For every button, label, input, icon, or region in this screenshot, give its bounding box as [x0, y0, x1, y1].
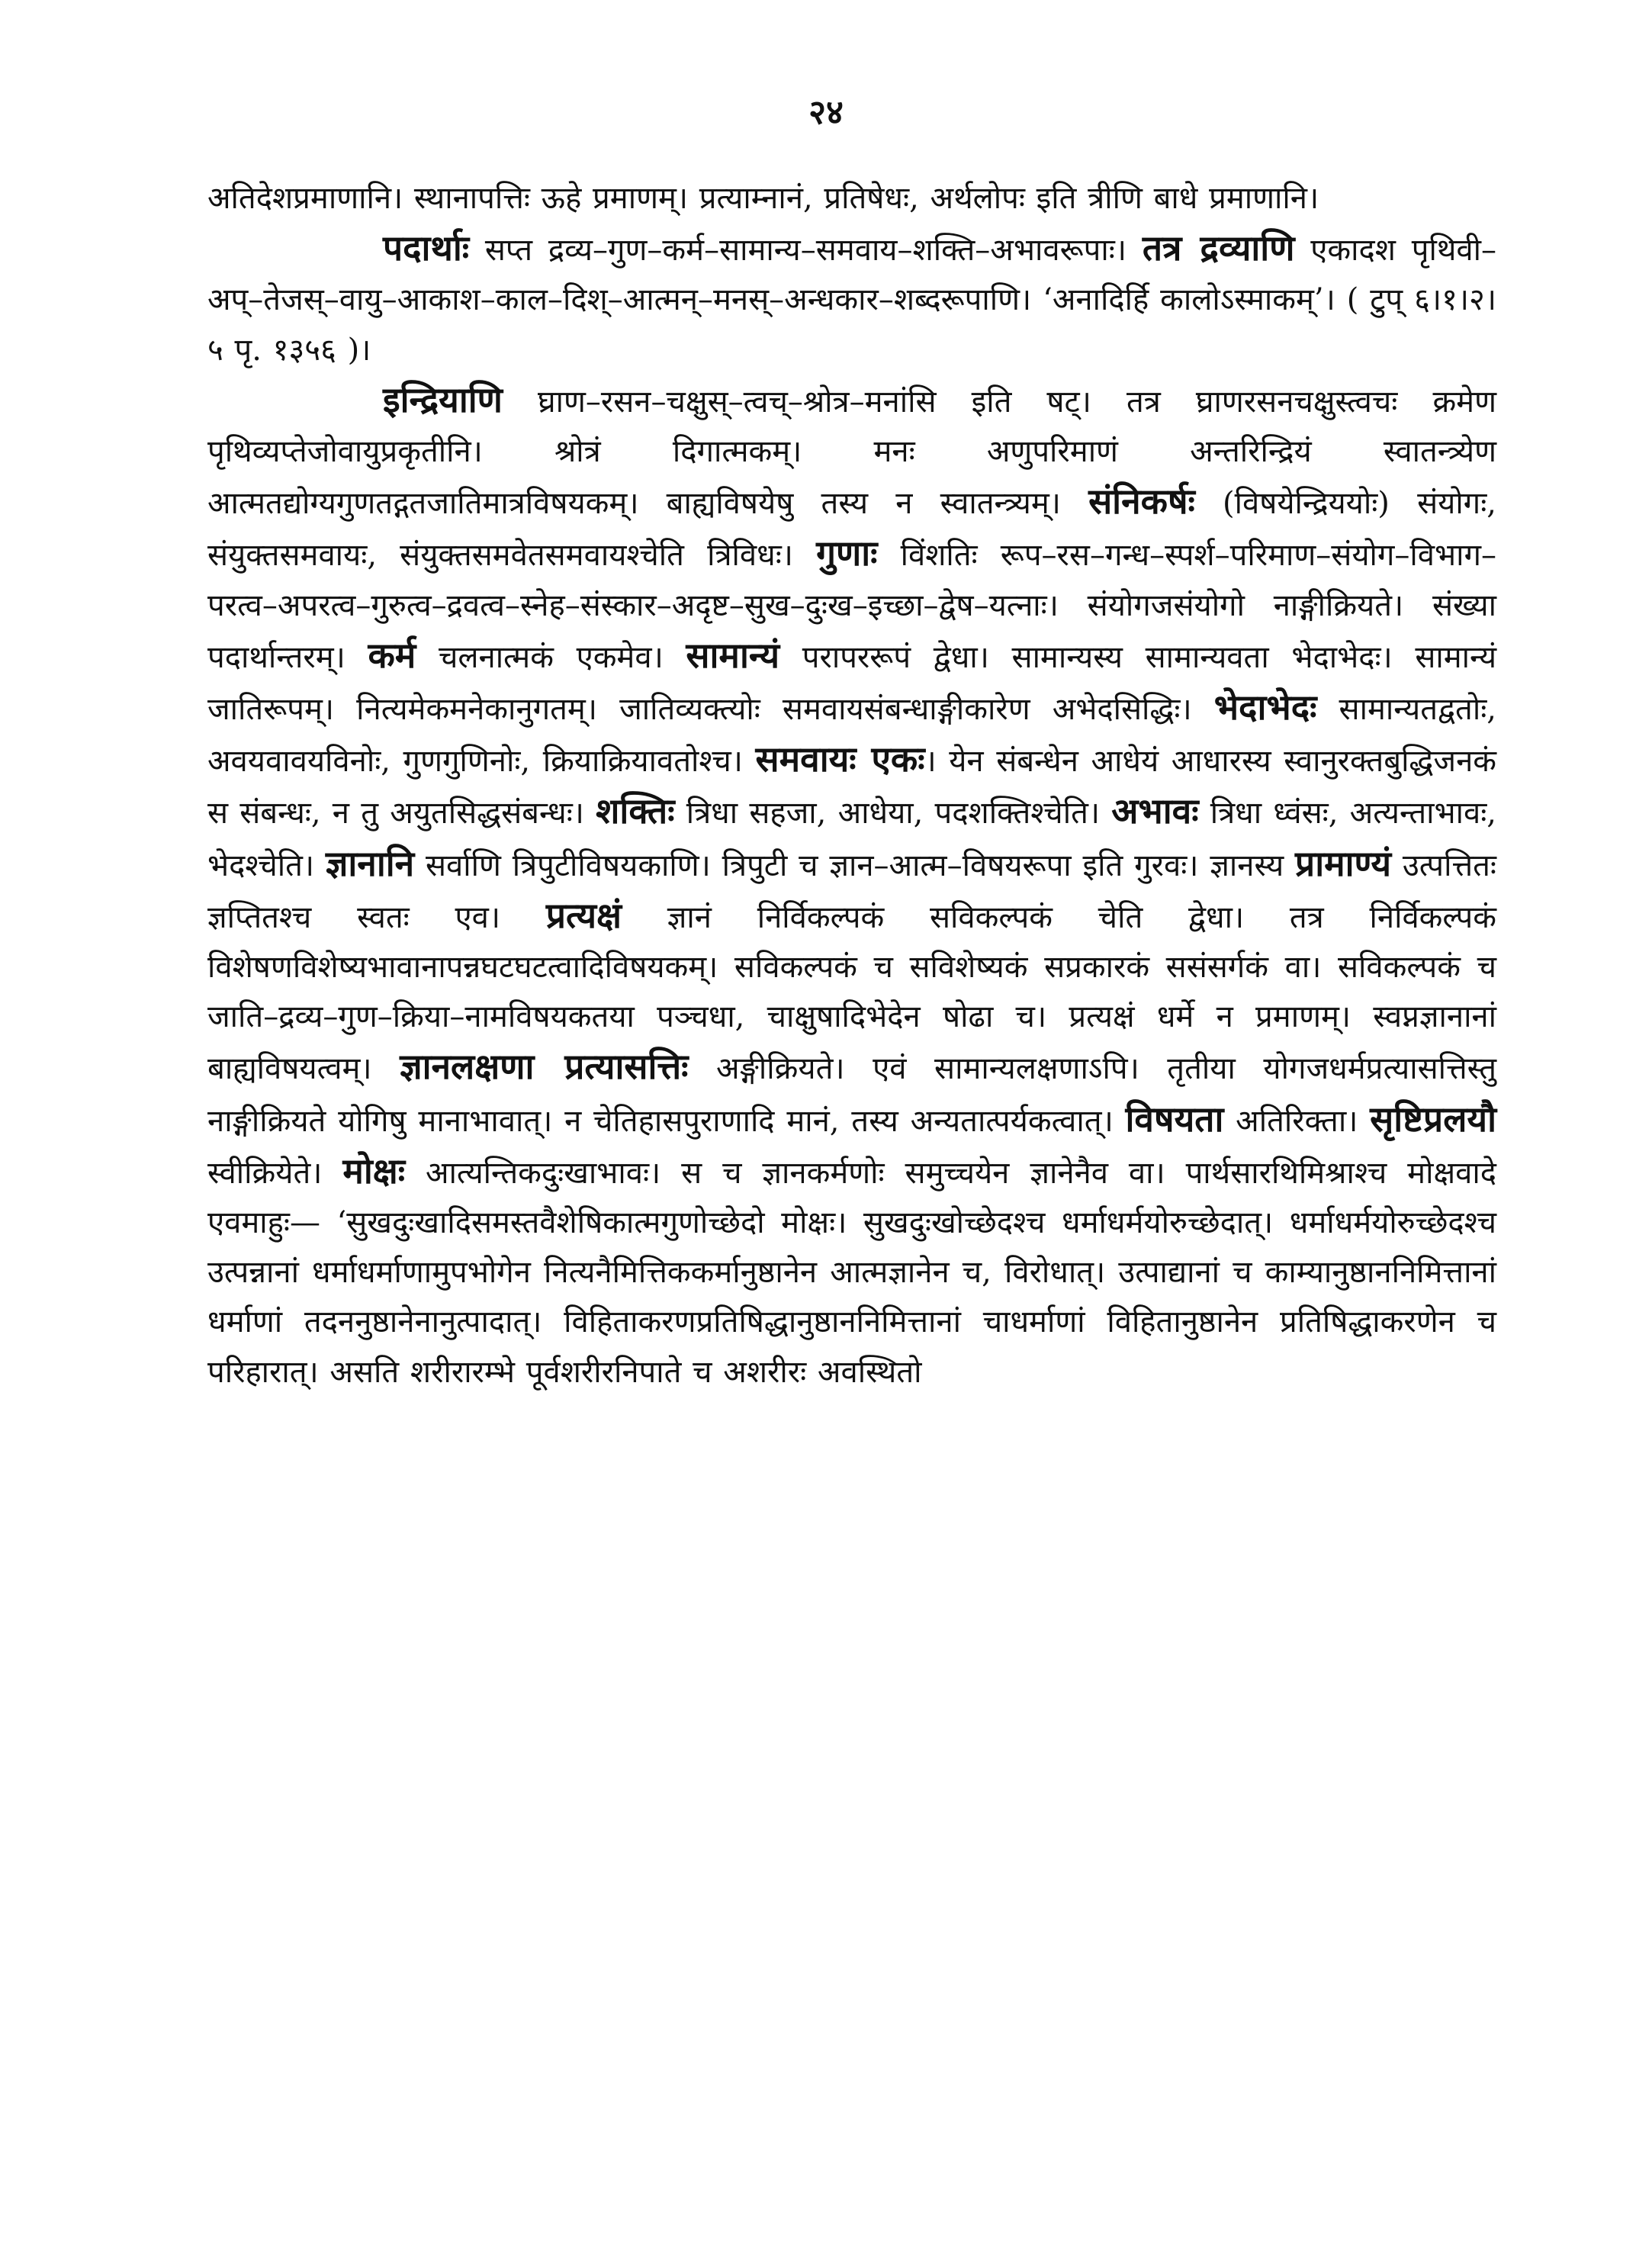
paragraph-padartha	[207, 224, 1496, 375]
text-shaktih: त्रिधा सहजा, आधेया, पदशक्तिश्चेति।	[674, 796, 1112, 831]
term-samanyam: सामान्यं	[686, 634, 780, 676]
term-tatra: तत्र	[1142, 227, 1182, 269]
text-indriyani: घ्राण–रसन–चक्षुस्–त्वच्–श्रोत्र–मनांसि इति षट्। तत्र घ्राणरसनचक्षुस्त्वचः क्रमेण पृथिव्यप्तेजोवायुप्रकृतीनि। श्रोत्रं दिगात्मकम्। मनः अणुपरिमाणं अन्तरिन्द्रियं स्वातन्त्र्येण आत्मतद्योग्यगुणतद्गतजातिमात्रविषयकम्। बाह्यविषयेषु तस्य न स्वातन्त्र्यम्।	[207, 384, 1496, 522]
term-pratyaksham: प्रत्यक्षं	[545, 894, 622, 936]
term-karma: कर्म	[368, 634, 416, 676]
page-number: २४	[808, 93, 844, 132]
text-jnanalakshana: अङ्गीक्रियते। एवं सामान्यलक्षणाऽपि। तृतीया योगजधर्मप्रत्यासत्तिस्तु नाङ्गीक्रियते योगिषु मानाभावात्। न चेतिहासपुराणादि मानं, तस्य अन्यतात्पर्यकत्वात्।	[207, 1051, 1497, 1139]
text-srishti: स्वीक्रियेते।	[207, 1155, 343, 1191]
text-dravyani: एकादश पृथिवी–अप्–तेजस्–वायु–आकाश–काल–दिश्–आत्मन्–मनस्–अन्धकार–शब्दरूपाणि। ‘अनादिर्हि कालोऽस्माकम्’। ( टुप् ६।१।२।५ पृ. १३५६ )।	[207, 233, 1496, 368]
term-padartha: पदार्थाः	[383, 227, 470, 269]
text-bhedabhedah: सामान्यतद्वतोः, अवयवावयविनोः, गुणगुणिनोः, क्रियाक्रियावतोश्च।	[207, 692, 1496, 780]
term-abhavah: अभावः	[1111, 790, 1199, 832]
paragraph-1: अतिदेशप्रमाणानि। स्थानापत्तिः ऊहे प्रमाणम्। प्रत्याम्नानं, प्रतिषेधः, अर्थलोपः इति त्रीणि बाधे प्रमाणानि।	[207, 181, 1319, 216]
text-mokshah: आत्यन्तिकदुःखाभावः। स च ज्ञानकर्मणोः समुच्चयेन ज्ञानेनैव वा। पार्थसारथिमिश्राश्च मोक्षवादे एवमाहुः— ‘सुखदुःखादिसमस्तवैशेषिकात्मगुणोच्छेदो मोक्षः। सुखदुःखोच्छेदश्च धर्माधर्मयोरुच्छेदात्। धर्माधर्मयोरुच्छेदश्च उत्पन्नानां धर्माधर्माणामुपभोगेन नित्यनैमित्तिककर्मानुष्ठानेन आत्मज्ञानेन च, विरोधात्। उत्पाद्यानां च काम्यानुष्ठाननिमित्तानां धर्माणां तदननुष्ठानेनानुत्पादात्। विहिताकरणप्रतिषिद्धानुष्ठाननिमित्तानां चाधर्माणां विहितानुष्ठानेन प्रतिषिद्धाकरणेन च परिहारात्। असति शरीरारम्भे पूर्वशरीरनिपाते च अशरीरः अवस्थितो	[207, 1155, 1496, 1390]
term-samavayah: समवायः	[755, 738, 857, 780]
term-mokshah: मोक्षः	[342, 1150, 406, 1191]
paragraph-indriyani	[207, 375, 1496, 1397]
term-jnanani: ज्ञानानि	[325, 842, 415, 884]
term-shaktih: शक्तिः	[596, 790, 675, 832]
term-pramanyam: प्रामाण्यं	[1295, 842, 1392, 884]
term-gunah: गुणाः	[816, 532, 878, 574]
text-karma: चलनात्मकं एकमेव।	[416, 639, 686, 675]
text-jnanani: सर्वाणि त्रिपुटीविषयकाणि। त्रिपुटी च ज्ञान–आत्म–विषयरूपा इति गुरवः। ज्ञानस्य	[414, 847, 1296, 883]
text-gunah: विंशतिः रूप–रस–गन्ध–स्पर्श–परिमाण–संयोग–विभाग–परत्व–अपरत्व–गुरुत्व–द्रवत्व–स्नेह–संस्कार–अदृष्ट–सुख–दुःख–इच्छा–द्वेष–यत्नाः। संयोगजसंयोगो नाङ्गीक्रियते। संख्या पदार्थान्तरम्।	[207, 538, 1496, 675]
term-vishayata: विषयता	[1125, 1098, 1224, 1140]
text-vishayata: अतिरिक्ता।	[1223, 1103, 1371, 1139]
term-bhedabhedah: भेदाभेदः	[1213, 687, 1317, 728]
term-dravyani: द्रव्याणि	[1181, 227, 1295, 269]
text-samanyam: परापररूपं द्वेधा। सामान्यस्य सामान्यवता भेदाभेदः। सामान्यं जातिरूपम्। नित्यमेकमनेकानुगतम्। जातिव्यक्त्योः समवायसंबन्धाङ्गीकारेण अभेदसिद्धिः।	[207, 639, 1497, 728]
text-pratyaksham: ज्ञानं निर्विकल्पकं सविकल्पकं चेति द्वेधा। तत्र निर्विकल्पकं विशेषणविशेष्यभावानापन्नघटघटत्वादिविषयकम्। सविकल्पकं च सविशेष्यकं सप्रकारकं ससंसर्गकं वा। सविकल्पकं च जाति–द्रव्य–गुण–क्रिया–नामविषयकतया पञ्चधा, चाक्षुषादिभेदेन षोढा च। प्रत्यक्षं धर्मे न प्रमाणम्। स्वप्नज्ञानानां बाह्यविषयत्वम्।	[207, 899, 1497, 1087]
term-sannikarsha: संनिकर्षः	[1088, 481, 1195, 523]
body-text	[207, 174, 1496, 1397]
text-sannikarsha: (विषयेन्द्रिययोः) संयोगः, संयुक्तसमवायः, संयुक्तसमवेतसमवायश्चेति त्रिविधः।	[207, 486, 1496, 574]
text-padartha: सप्त द्रव्य–गुण–कर्म–सामान्य–समवाय–शक्ति–अभावरूपाः।	[469, 233, 1143, 269]
term-srishti: सृष्टिप्रलयौ	[1370, 1098, 1496, 1140]
text-pramanyam: उत्पत्तितः ज्ञप्तितश्च स्वतः एव।	[207, 847, 1496, 935]
term-indriyani: इन्द्रियाणि	[383, 378, 503, 420]
term-ekah: एकः	[856, 738, 925, 780]
text-abhavah: त्रिधा ध्वंसः, अत्यन्ताभावः, भेदश्चेति।	[207, 796, 1496, 883]
text-samavayah: । येन संबन्धेन आधेयं आधारस्य स्वानुरक्तबुद्धिजनकं स संबन्धः, न तु अयुतसिद्धसंबन्धः।	[207, 744, 1496, 831]
term-jnanalakshana: ज्ञानलक्षणा प्रत्यासत्तिः	[400, 1046, 689, 1088]
